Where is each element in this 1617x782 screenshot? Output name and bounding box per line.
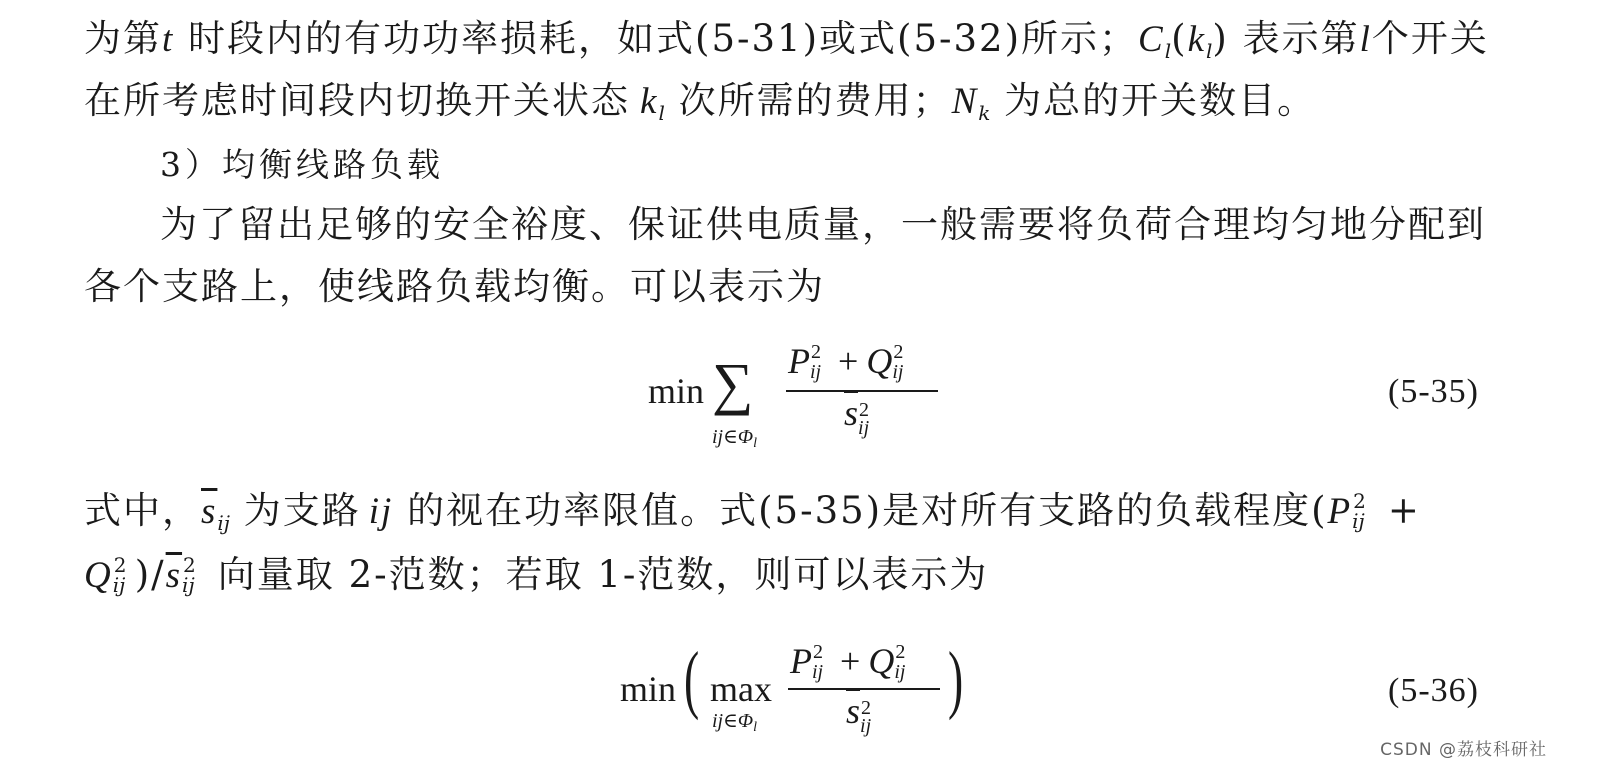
math-subscript: l — [658, 101, 665, 125]
math-var-k: k — [1187, 19, 1206, 60]
math-supsub: 2 ij — [1352, 489, 1366, 533]
paragraph-3-line-1 — [84, 489, 1421, 535]
eq2-max-subscript: $ij\in\Phi_l$ — [712, 710, 758, 735]
eq2-right-paren: ) — [948, 637, 964, 721]
math-subscript: ij — [217, 511, 231, 535]
text-segment: 次所需的费用； — [664, 79, 952, 122]
eq2-min: min — [620, 669, 677, 709]
math-var-s: $\overline{s}$ — [201, 491, 218, 532]
text-segment: 时段内的有功功率损耗，如式(5-31)或式(5-32)所示； — [174, 17, 1139, 60]
eq2-denominator: $\overline{s}$ 2 ij — [846, 691, 872, 737]
paragraph-1-line-2 — [84, 79, 1317, 125]
text-segment: ) 表示第 — [1212, 17, 1360, 60]
paragraph-2-line-1: 为了留出足够的安全裕度、保证供电质量，一般需要将负荷合理均匀地分配到 — [160, 203, 1486, 246]
eq1-denominator: $\overline{s}$ 2 ij — [844, 393, 870, 439]
math-var-ij: ij — [368, 491, 394, 532]
math-var-Q: Q — [84, 555, 113, 596]
math-var-P: P — [1327, 491, 1353, 532]
text-segment: 个开关 — [1371, 17, 1489, 60]
eq1-numerator: P 2 ij + Q 2 ij — [788, 341, 904, 383]
text-segment: 的视在功率限值。式(5-35)是对所有支路的负载程度( — [393, 489, 1328, 532]
eq1-min: min — [648, 371, 705, 411]
eq2-max: max — [710, 669, 772, 709]
section-heading: 3）均衡线路负载 — [160, 145, 444, 184]
math-var-l: l — [1359, 19, 1372, 60]
watermark: CSDN @荔枝科研社 — [1380, 740, 1547, 760]
math-var-k: k — [640, 81, 659, 122]
eq1-sum-symbol: ∑ — [712, 351, 754, 416]
eq2-number: (5-36) — [1388, 672, 1479, 709]
math-supsub: 2 ij — [182, 553, 196, 597]
text-segment: 为支路 — [230, 489, 361, 532]
math-var-s: $\overline{s}$ — [165, 555, 183, 596]
text-segment: + — [1374, 489, 1421, 532]
eq2-numerator: P 2 ij + Q 2 ij — [790, 641, 906, 683]
paragraph-2-line-2: 各个支路上，使线路负载均衡。可以表示为 — [84, 265, 825, 308]
math-var-t: t — [162, 19, 175, 60]
text-segment: 为第 — [84, 17, 162, 60]
paragraph-1-line-1 — [84, 17, 1489, 63]
text-segment: 向量取 2-范数；若取 1-范数，则可以表示为 — [204, 553, 989, 596]
text-segment: 为总的开关数目。 — [990, 79, 1317, 122]
text-segment: )/ — [134, 553, 166, 596]
math-subscript: k — [978, 101, 991, 125]
math-subscript: l — [1164, 39, 1172, 63]
text-segment: ( — [1171, 17, 1188, 60]
text-segment: 在所考虑时间段内切换开关状态 — [84, 79, 630, 122]
text-segment: 式中， — [84, 489, 201, 532]
math-var-N: N — [951, 81, 979, 122]
paragraph-3-line-2 — [84, 553, 989, 597]
eq1-sum-subscript: $ij\in\Phi_l$ — [712, 426, 758, 451]
eq2-left-paren: ( — [684, 637, 700, 721]
math-var-C: C — [1138, 19, 1165, 60]
math-subscript: l — [1206, 39, 1213, 63]
math-supsub: 2 ij — [112, 553, 127, 597]
eq1-number: (5-35) — [1388, 373, 1479, 410]
